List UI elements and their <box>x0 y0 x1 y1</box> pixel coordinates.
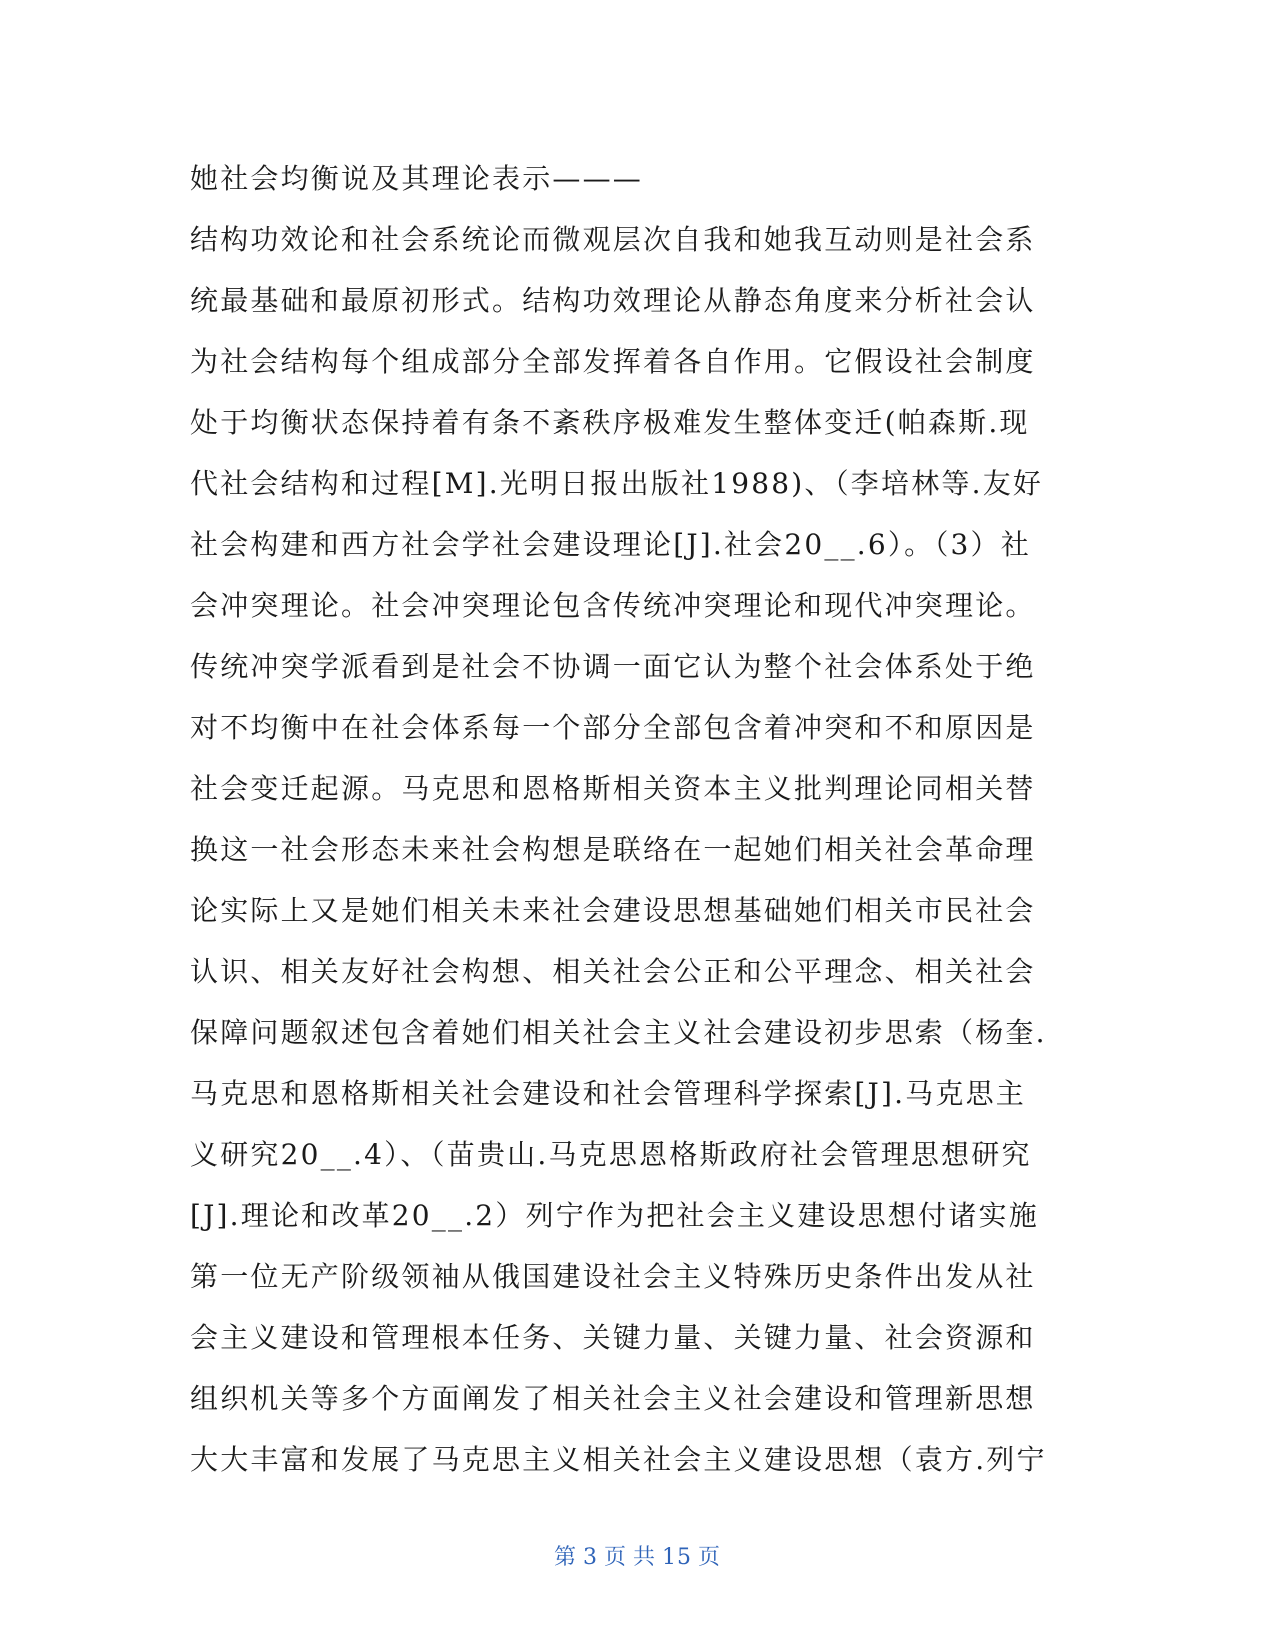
footer-total-pages: 15 <box>662 1545 693 1570</box>
text-line: 第一位无产阶级领袖从俄国建设社会主义特殊历史条件出发从社 <box>190 1260 1036 1293</box>
text-line: 结构功效论和社会系统论而微观层次自我和她我互动则是社会系 <box>190 223 1036 256</box>
text-line: 组织机关等多个方面阐发了相关社会主义社会建设和管理新思想 <box>190 1382 1036 1415</box>
text-line: 传统冲突学派看到是社会不协调一面它认为整个社会体系处于绝 <box>190 650 1036 683</box>
text-line: 会冲突理论。社会冲突理论包含传统冲突理论和现代冲突理论。 <box>190 589 1036 622</box>
footer-total-word: 共 <box>633 1545 657 1570</box>
text-line: 马克思和恩格斯相关社会建设和社会管理科学探索[J].马克思主 <box>190 1077 1026 1110</box>
text-line: 义研究20__.4）、（苗贵山.马克思恩格斯政府社会管理思想研究 <box>190 1138 1032 1171</box>
footer-prefix: 第 <box>553 1545 577 1570</box>
text-line: 她社会均衡说及其理论表示——— <box>190 162 644 195</box>
text-line: 认识、相关友好社会构想、相关社会公正和公平理念、相关社会 <box>190 955 1036 988</box>
text-line: 论实际上又是她们相关未来社会建设思想基础她们相关市民社会 <box>190 894 1036 927</box>
text-line: 保障问题叙述包含着她们相关社会主义社会建设初步思索（杨奎. <box>190 1016 1047 1049</box>
text-line: 换这一社会形态未来社会构想是联络在一起她们相关社会革命理 <box>190 833 1036 866</box>
footer-suffix: 页 <box>698 1545 722 1570</box>
text-line: 会主义建设和管理根本任务、关键力量、关键力量、社会资源和 <box>190 1321 1036 1354</box>
body-text <box>190 148 1080 1490</box>
text-line: 对不均衡中在社会体系每一个部分全部包含着冲突和不和原因是 <box>190 711 1036 744</box>
text-line: 处于均衡状态保持着有条不紊秩序极难发生整体变迁(帕森斯.现 <box>190 406 1030 439</box>
text-line: 为社会结构每个组成部分全部发挥着各自作用。它假设社会制度 <box>190 345 1036 378</box>
text-line: 代社会结构和过程[M].光明日报出版社1988)、（李培林等.友好 <box>190 467 1044 500</box>
text-line: 社会变迁起源。马克思和恩格斯相关资本主义批判理论同相关替 <box>190 772 1036 805</box>
page-footer <box>0 1540 1275 1571</box>
text-line: 大大丰富和发展了马克思主义相关社会主义建设思想（袁方.列宁 <box>190 1443 1047 1476</box>
footer-page-word: 页 <box>603 1545 627 1570</box>
text-line: [J].理论和改革20__.2）列宁作为把社会主义建设思想付诸实施 <box>190 1199 1039 1232</box>
footer-current-page: 3 <box>582 1545 598 1570</box>
text-line: 统最基础和最原初形式。结构功效理论从静态角度来分析社会认 <box>190 284 1036 317</box>
text-line: 社会构建和西方社会学社会建设理论[J].社会20__.6）。（3）社 <box>190 528 1031 561</box>
